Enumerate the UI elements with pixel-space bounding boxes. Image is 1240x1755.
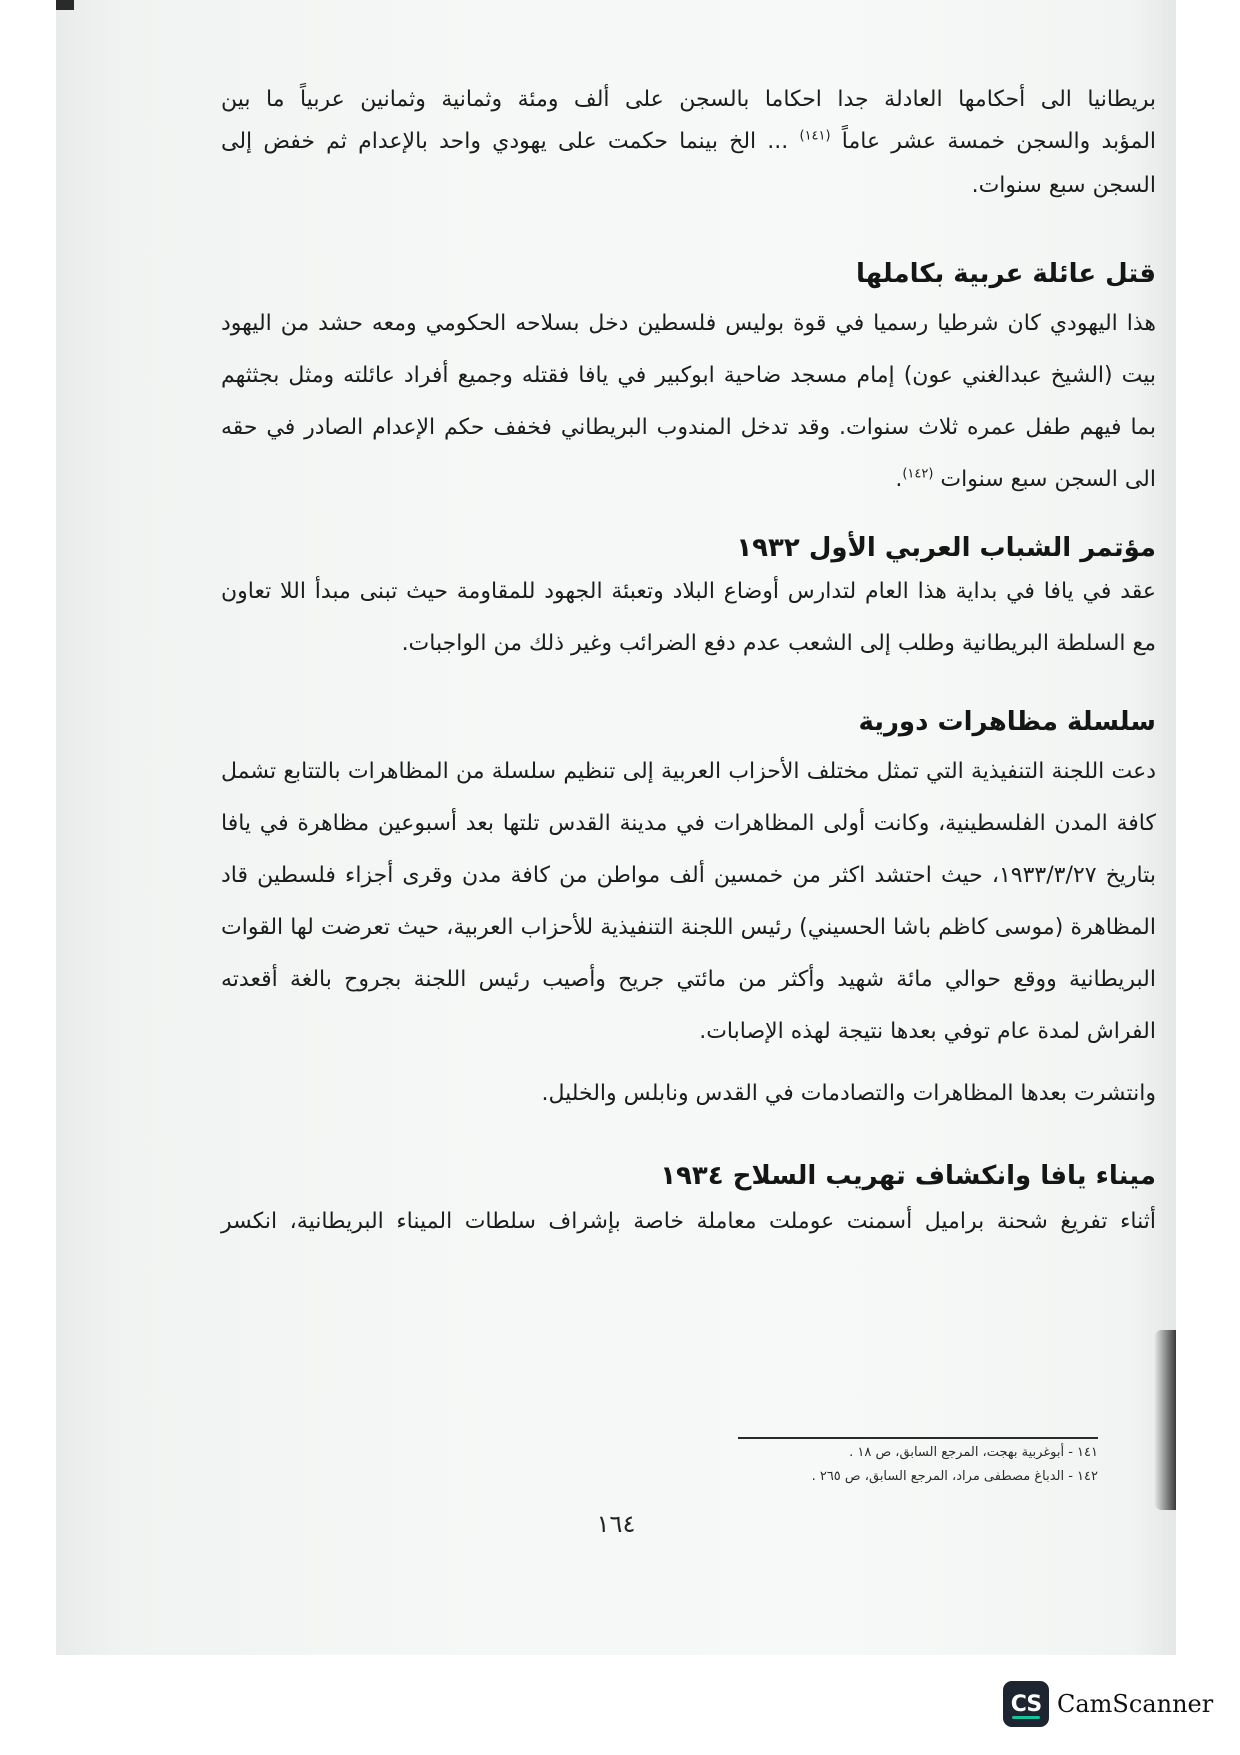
paragraph-end-mark: . [895,467,903,492]
section-paragraph [221,298,1156,506]
camscanner-watermark [1003,1678,1213,1730]
scan-corner-mark [56,0,74,10]
book-page [56,0,1176,1655]
paragraph-text: ... الخ بينما حكمت على يهودي واحد بالإعدام ثم خفض إلى [221,129,789,154]
scan-margin [0,0,56,1755]
footnote-142: ١٤٢ - الدباغ مصطفى مراد، المرجع السابق، ص ٢٦٥ . [811,1469,1098,1484]
section-heading: سلسلة مظاهرات دورية [858,707,1156,737]
paragraph-text: هذا اليهودي كان شرطيا رسميا في قوة بوليس فلسطين دخل بسلاحه الحكومي ومعه حشد من اليهود بيت (الشيخ عبدالغني عون) إمام مسجد ضاحية ابوكبير في يافا فقتله وجميع أفراد عائلته ومثل بجثثهم بما فيهم طفل عمره ثلاث سنوات. وقد تدخل المندوب البريطاني فخفف حكم الإعدام الصادر في حقه الى السجن سبع سنوات [221,311,1156,492]
paragraph-text: المؤبد والسجن خمسة عشر عاماً [841,129,1157,154]
section-paragraph-2: وانتشرت بعدها المظاهرات والتصادمات في القدس ونابلس والخليل. [541,1081,1156,1106]
section-heading: قتل عائلة عربية بكاملها [855,259,1156,289]
section-paragraph: عقد في يافا في بداية هذا العام لتدارس أوضاع البلاد وتعبئة الجهود للمقاومة حيث تبنى مبدأ اللا تعاون مع السلطة البريطانية وطلب إلى الشعب عدم دفع الضرائب وغير ذلك من الواجبات. [221,579,1156,656]
paragraph-text: السجن سبع سنوات. [971,173,1156,198]
paragraph-continuation-line3 [221,160,1156,212]
section-paragraph: دعت اللجنة التنفيذية التي تمثل مختلف الأحزاب العربية إلى تنظيم سلسلة من المظاهرات بالتتابع تشمل كافة المدن الفلسطينية، وكانت أولى المظاهرات في مدينة القدس تلتها بعد أسبوعين مظاهرة في يافا بتاريخ ١٩٣٣/٣/٢٧، حيث احتشد اكثر من خمسين ألف مواطن من كافة مدن وقرى أجزاء فلسطين قاد المظاهرة (موسى كاظم باشا الحسيني) رئيس اللجنة التنفيذية للأحزاب العربية، حيث تعرضت لها القوات البريطانية ووقع حوالي مائة شهيد وأكثر من مائتي جريح وأصيب رئيس اللجنة بجروح بالغة أقعدته الفراش لمدة عام توفي بعدها نتيجة لهذه الإصابات. [221,759,1156,1044]
footnote-141: ١٤١ - أبوغربية بهجت، المرجع السابق، ص ١٨ . [849,1445,1098,1460]
camscanner-label: CamScanner [1057,1690,1214,1718]
camscanner-logo-icon: CS [1003,1681,1049,1727]
footnote-divider [738,1437,1098,1439]
section-paragraph: أثناء تفريغ شحنة براميل أسمنت عوملت معاملة خاصة بإشراف سلطات الميناء البريطانية، انكسر [221,1209,1156,1234]
section-heading: مؤتمر الشباب العربي الأول ١٩٣٢ [736,533,1156,563]
page-edge-shadow [1154,1330,1176,1510]
footnote-ref-142: (١٤٢) [902,466,934,482]
section-heading: ميناء يافا وانكشاف تهريب السلاح ١٩٣٤ [660,1161,1156,1191]
page-number: ١٦٤ [596,1510,636,1538]
footnote-ref-141: (١٤١) [799,128,831,144]
paragraph-text: بريطانيا الى أحكامها العادلة جدا احكاما بالسجن على ألف ومئة وثمانية وثمانين عربياً ما بين [221,87,1156,112]
